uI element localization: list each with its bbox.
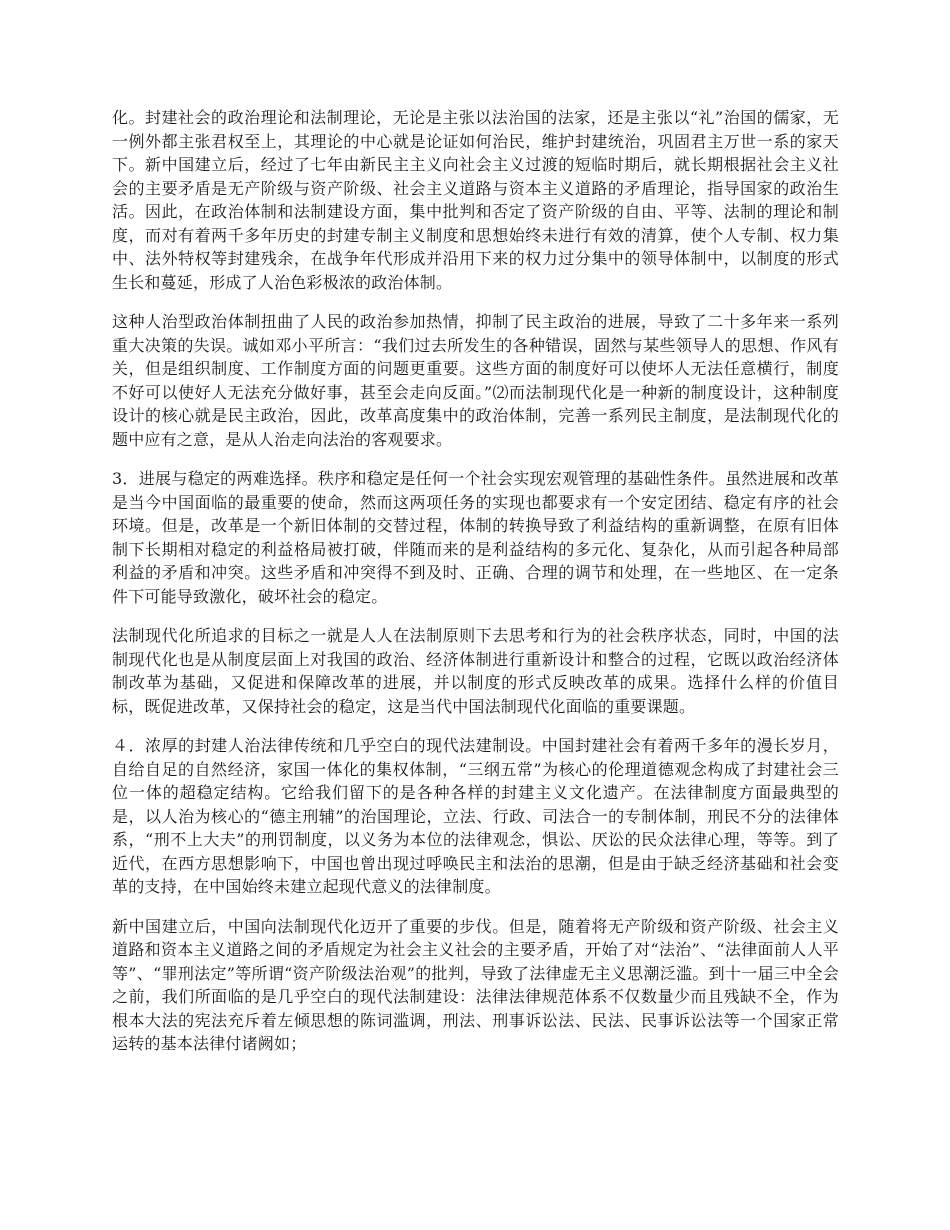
paragraph-feudal-legal-tradition: ４．浓厚的封建人治法律传统和几乎空白的现代法建制设。中国封建社会有着两千多年的漫长岁月，自给自足的自然经济，家国一体化的集权体制，“三纲五常”为核心的伦理道德观念构成了封建社会三位一体的超稳定结构。它给我们留下的是各种各样的封建主义文化遗产。在法律制度方面最典型的是，以人治为核心的“德主刑辅”的治国理论，立法、行政、司法合一的专制体制，刑民不分的法律体系，“刑不上大夫”的刑罚制度，以义务为本位的法律观念，惧讼、厌讼的民众法律心理，等等。到了近代，在西方思想影响下，中国也曾出现过呼唤民主和法治的思潮，但是由于缺乏经济基础和社会变革的支持，在中国始终未建立起现代意义的法律制度。	[112, 736, 839, 896]
paragraph-new-china-legal-construction: 新中国建立后，中国向法制现代化迈开了重要的步伐。但是，随着将无产阶级和资产阶级、社会主义道路和资本主义道路之间的矛盾规定为社会主义社会的主要矛盾，开始了对“法治”、“法律面前人人平等”、“罪刑法定”等所谓“资产阶级法治观”的批判，导致了法律虚无主义思潮泛滥。到十一届三中全会之前，我们所面临的是几乎空白的现代法制建设：法律法律规范体系不仅数量少而且残缺不全，作为根本大法的宪法充斥着左倾思想的陈词滥调，刑法、刑事诉讼法、民法、民事诉讼法等一个国家正常运转的基本法律付诸阙如；	[112, 916, 839, 1053]
paragraph-feudal-theory: 化。封建社会的政治理论和法制理论，无论是主张以法治国的法家，还是主张以“礼”治国的儒家，无一例外都主张君权至上，其理论的中心就是论证如何治民，维护封建统治，巩固君主万世一系的家天下。新中国建立后，经过了七年由新民主主义向社会主义过渡的短临时期后，就长期根据社会主义社会的主要矛盾是无产阶级与资产阶级、社会主义道路与资本主义道路的矛盾理论，指导国家的政治生活。因此，在政治体制和法制建设方面，集中批判和否定了资产阶级的自由、平等、法制的理论和制度，而对有着两千多年历史的封建专制主义制度和思想始终未进行有效的清算，使个人专制、权力集中、法外特权等封建残余，在战争年代形成并沿用下来的权力过分集中的领导体制中，以制度的形式生长和蔓延，形成了人治色彩极浓的政治体制。	[112, 108, 839, 292]
paragraph-legal-modernization-goal: 法制现代化所追求的目标之一就是人人在法制原则下去思考和行为的社会秩序状态，同时，中国的法制现代化也是从制度层面上对我国的政治、经济体制进行重新设计和整合的过程，它既以政治经济体制改革为基础，又促进和保障改革的进展，并以制度的形式反映改革的成果。选择什么样的价值目标，既促进改革，又保持社会的稳定，这是当代中国法制现代化面临的重要课题。	[112, 626, 839, 716]
paragraph-development-stability: 3．进展与稳定的两难选择。秩序和稳定是任何一个社会实现宏观管理的基础性条件。虽然进展和改革是当今中国面临的最重要的使命，然而这两项任务的实现也都要求有一个安定团结、稳定有序的社会环境。但是，改革是一个新旧体制的交替过程，体制的转换导致了利益结构的重新调整，在原有旧体制下长期相对稳定的利益格局被打破，伴随而来的是利益结构的多元化、复杂化，从而引起各种局部利益的矛盾和冲突。这些矛盾和冲突得不到及时、正确、合理的调节和处理，在一些地区、在一定条件下可能导致激化，破坏社会的稳定。	[112, 469, 839, 606]
paragraph-rule-of-man: 这种人治型政治体制扭曲了人民的政治参加热情，抑制了民主政治的进展，导致了二十多年来一系列重大决策的失误。诚如邓小平所言：“我们过去所发生的各种错误，固然与某些领导人的思想、作风有关，但是组织制度、工作制度方面的问题更重要。这些方面的制度好可以使坏人无法任意横行，制度不好可以使好人无法充分做好事，甚至会走向反面。”⑵而法制现代化是一种新的制度设计，这种制度设计的核心就是民主政治，因此，改革高度集中的政治体制，完善一系列民主制度，是法制现代化的题中应有之意，是从人治走向法治的客观要求。	[112, 312, 839, 449]
document-body	[112, 106, 839, 1072]
